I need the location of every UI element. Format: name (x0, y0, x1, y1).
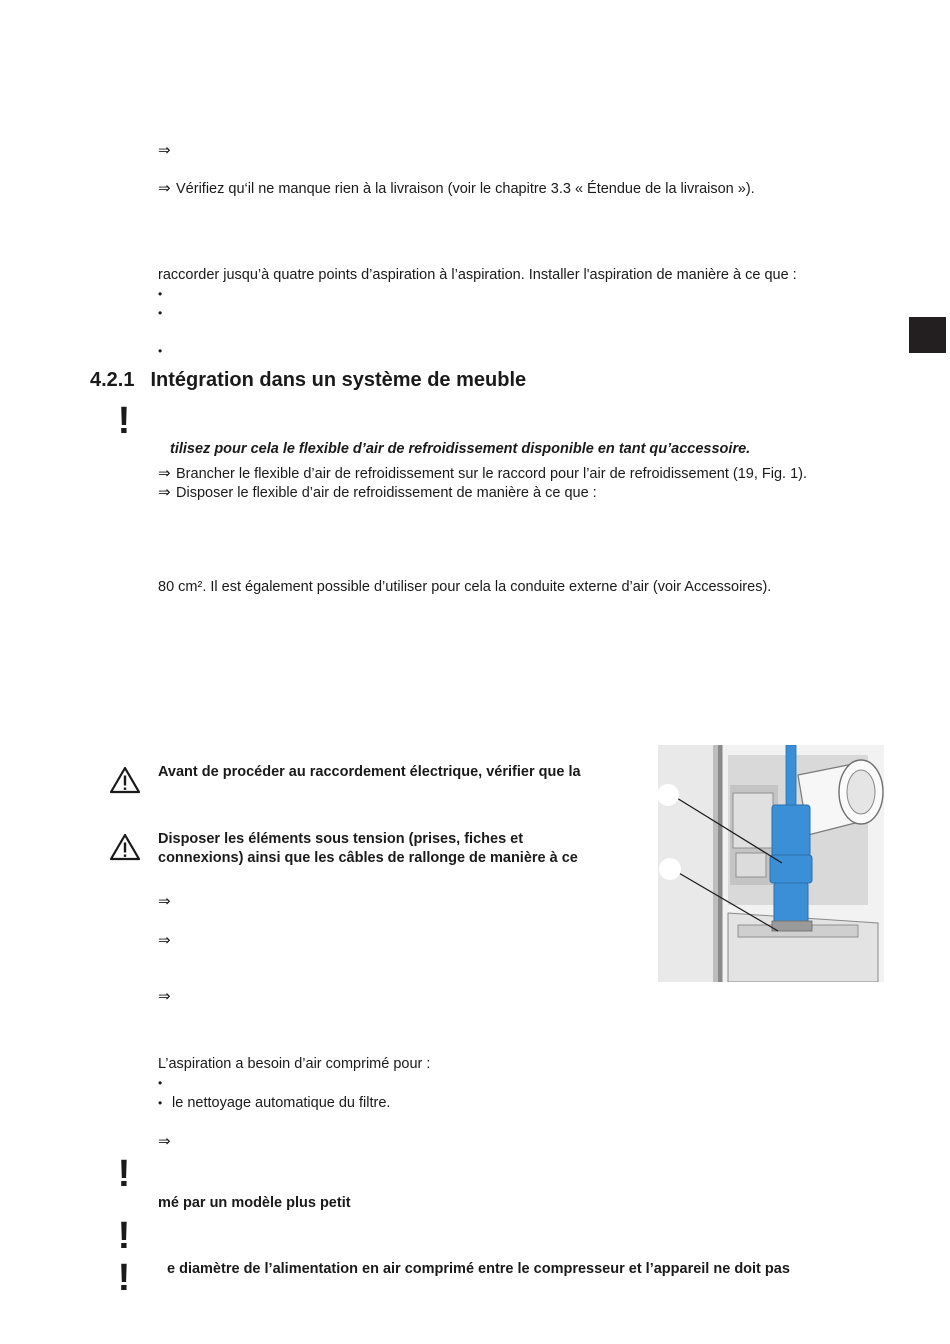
bullet-icon: • (158, 344, 163, 358)
area-text: 80 cm². Il est également possible d’utiliser pour cela la conduite externe d’air (voir Accessoires). (158, 579, 772, 595)
bullet-icon: • (158, 1076, 163, 1090)
exclamation-icon: ! (117, 1153, 131, 1195)
warning-triangle-icon (109, 766, 141, 794)
smaller-model-text: mé par un modèle plus petit (158, 1195, 351, 1211)
bullet-icon: • (158, 1096, 163, 1110)
chapter-tab (909, 317, 946, 353)
arrow-icon: ⇒ (158, 893, 171, 910)
warning-triangle-icon (109, 833, 141, 861)
section-title: Intégration dans un système de meuble (150, 369, 527, 391)
compressed-air-intro: L’aspiration a besoin d’air comprimé pour : (158, 1056, 431, 1072)
bullet-icon: • (158, 306, 163, 320)
arrow-icon: ⇒ (158, 180, 171, 197)
section-number: 4.2.1 (90, 369, 135, 391)
auto-clean-text: le nettoyage automatique du filtre. (172, 1095, 391, 1111)
arrange-hose-text: Disposer le flexible d’air de refroidissement de manière à ce que : (176, 485, 597, 501)
check-delivery-text: Vérifiez qu‘il ne manque rien à la livraison (voir le chapitre 3.3 « Étendue de la livraison »). (176, 181, 755, 197)
diameter-note: e diamètre de l’alimentation en air comprimé entre le compresseur et l’appareil ne doit pas (167, 1261, 790, 1277)
warning-live-parts-line2: connexions) ainsi que les câbles de rallonge de manière à ce (158, 850, 578, 866)
connect-hose-text: Brancher le flexible d’air de refroidissement sur le raccord pour l’air de refroidissement (19, Fig. 1). (176, 466, 808, 482)
arrow-icon: ⇒ (158, 484, 171, 501)
bullet-icon: • (158, 287, 163, 301)
connect-points-text: raccorder jusqu’à quatre points d’aspiration à l’aspiration. Installer l'aspiration de manière à ce que : (158, 267, 797, 283)
arrow-icon: ⇒ (158, 988, 171, 1005)
warning-live-parts-line1: Disposer les éléments sous tension (prises, fiches et (158, 831, 524, 847)
exclamation-icon: ! (117, 400, 131, 442)
exclamation-icon: ! (117, 1215, 131, 1257)
exclamation-icon: ! (117, 1257, 131, 1299)
use-hose-note: tilisez pour cela le flexible d’air de refroidissement disponible en tant qu’accessoire. (170, 441, 751, 457)
power-connection-figure (658, 745, 884, 982)
section-heading (90, 368, 526, 392)
arrow-icon: ⇒ (158, 465, 171, 482)
warning-electrical-text: Avant de procéder au raccordement électrique, vérifier que la (158, 764, 581, 780)
arrow-icon: ⇒ (158, 1133, 171, 1150)
arrow-icon: ⇒ (158, 932, 171, 949)
arrow-icon: ⇒ (158, 142, 171, 159)
